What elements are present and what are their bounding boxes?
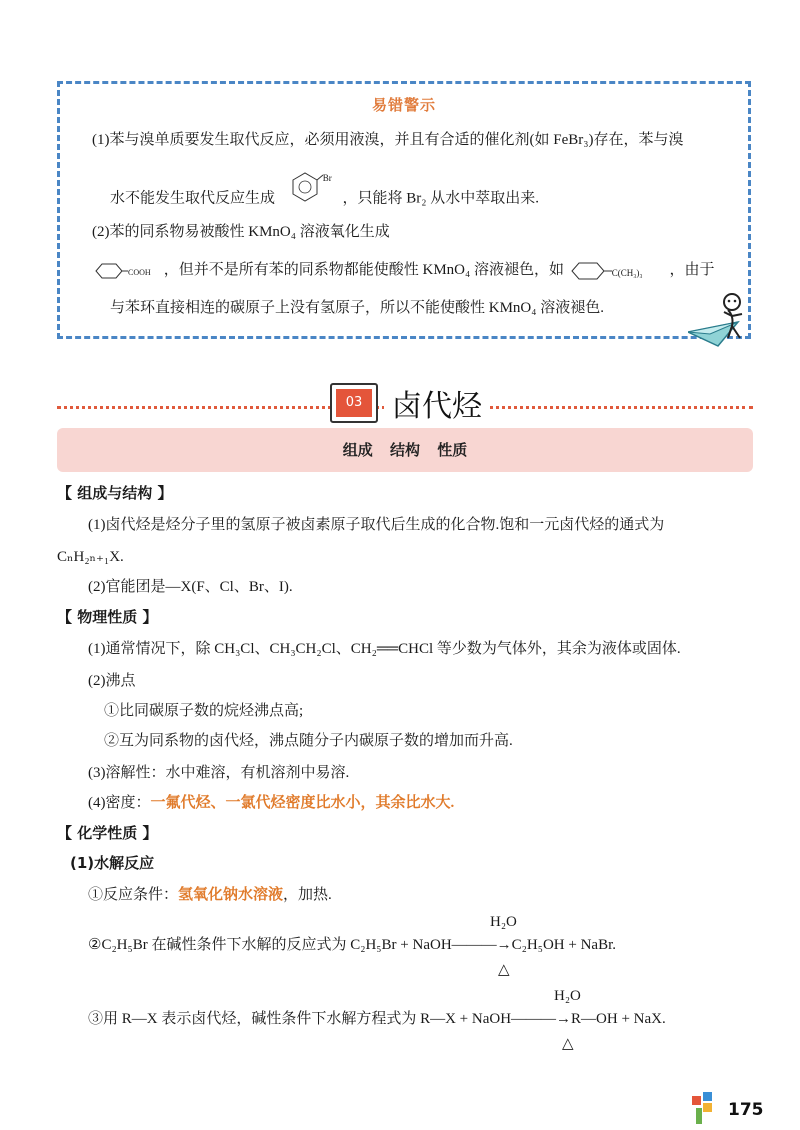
publisher-logo-icon bbox=[690, 1090, 722, 1126]
warning-line-4 bbox=[92, 260, 715, 281]
tbutyl-label: C(CH₃)₃ bbox=[611, 267, 643, 278]
para-4: (2)沸点 bbox=[88, 673, 136, 689]
para-8-label: (4)密度： bbox=[88, 795, 151, 811]
para-5: ①比同碳原子数的烷烃沸点高; bbox=[104, 703, 304, 719]
heading-chemical: 【 化学性质 】 bbox=[57, 824, 158, 842]
para-10 bbox=[88, 884, 332, 906]
para-10-label: ①反应条件： bbox=[88, 887, 179, 903]
warning-box bbox=[57, 81, 751, 339]
warning-line-3: (2)苯的同系物易被酸性 KMnO₄ 溶液氧化生成 bbox=[92, 224, 390, 240]
reaction-2-condition-bottom: △ bbox=[562, 1036, 574, 1052]
warning-title: 易错警示 bbox=[371, 96, 436, 114]
warning-line-2 bbox=[110, 173, 539, 214]
para-6: ②互为同系物的卤代烃，沸点随分子内碳原子数的增加而升高. bbox=[104, 733, 513, 749]
tbutylbenzene-structure bbox=[568, 261, 666, 281]
warning-line-4a: ，但并不是所有苯的同系物都能使酸性 KMnO₄ 溶液褪色，如 bbox=[163, 262, 564, 278]
para-7: (3)溶解性：水中难溶，有机溶剂中易溶. bbox=[88, 765, 350, 781]
para-8 bbox=[88, 792, 454, 814]
para-2: (2)官能团是—X(F、Cl、Br、I). bbox=[88, 579, 293, 595]
section-number-badge bbox=[330, 383, 378, 423]
benzoic-acid-structure bbox=[92, 261, 160, 281]
warning-line-5: 与苯环直接相连的碳原子上没有氢原子，所以不能使酸性 KMnO₄ 溶液褪色. bbox=[110, 300, 604, 316]
para-8-highlight: 一氟代烃、一氯代烃密度比水小，其余比水大. bbox=[150, 795, 455, 811]
reaction-1-condition-bottom: △ bbox=[498, 962, 510, 978]
warning-line-4c: ，由于 bbox=[669, 262, 715, 278]
para-10-highlight: 氢氧化钠水溶液 bbox=[178, 887, 284, 903]
section-number: 03 bbox=[336, 389, 372, 417]
warning-line-2b: ，只能将 Br₂ 从水中萃取出来. bbox=[342, 190, 539, 207]
cooh-label: COOH bbox=[128, 267, 151, 277]
para-3: (1)通常情况下，除 CH₃Cl、CH₃CH₂Cl、CH₂══CHCl 等少数为气体外，其余为液体或固体. bbox=[88, 641, 681, 657]
para-11: ②C₂H₅Br 在碱性条件下水解的反应式为 C₂H₅Br + NaOH———→C₂H₅OH + NaBr. bbox=[88, 937, 616, 953]
bromobenzene-structure bbox=[279, 173, 339, 214]
para-9: (1)水解反应 bbox=[70, 854, 155, 872]
reaction-2-condition-top: H₂O bbox=[554, 988, 581, 1004]
para-12: ③用 R—X 表示卤代烃，碱性条件下水解方程式为 R—X + NaOH———→R—OH + NaX. bbox=[88, 1011, 666, 1027]
para-1b: CₙH₂ₙ₊₁X. bbox=[57, 549, 124, 565]
warning-line-1: (1)苯与溴单质要发生取代反应，必须用液溴，并且有合适的催化剂(如 FeBr₃)存在，苯与溴 bbox=[92, 132, 684, 148]
paper-plane-mascot-icon bbox=[688, 292, 754, 348]
heading-physical: 【 物理性质 】 bbox=[57, 608, 158, 626]
heading-composition: 【 组成与结构 】 bbox=[57, 484, 173, 502]
reaction-1-condition-top: H₂O bbox=[490, 914, 517, 930]
para-1a: (1)卤代烃是烃分子里的氢原子被卤素原子取代后生成的化合物.饱和一元卤代烃的通式为 bbox=[88, 517, 665, 533]
para-10-tail: ，加热. bbox=[283, 887, 332, 903]
warning-line-2a: 水不能发生取代反应生成 bbox=[110, 190, 276, 207]
br-label: Br bbox=[322, 173, 332, 183]
sub-banner: 组成 结构 性质 bbox=[57, 428, 753, 472]
section-title: 卤代烃 bbox=[384, 381, 490, 425]
page-number: 175 bbox=[728, 1100, 764, 1120]
